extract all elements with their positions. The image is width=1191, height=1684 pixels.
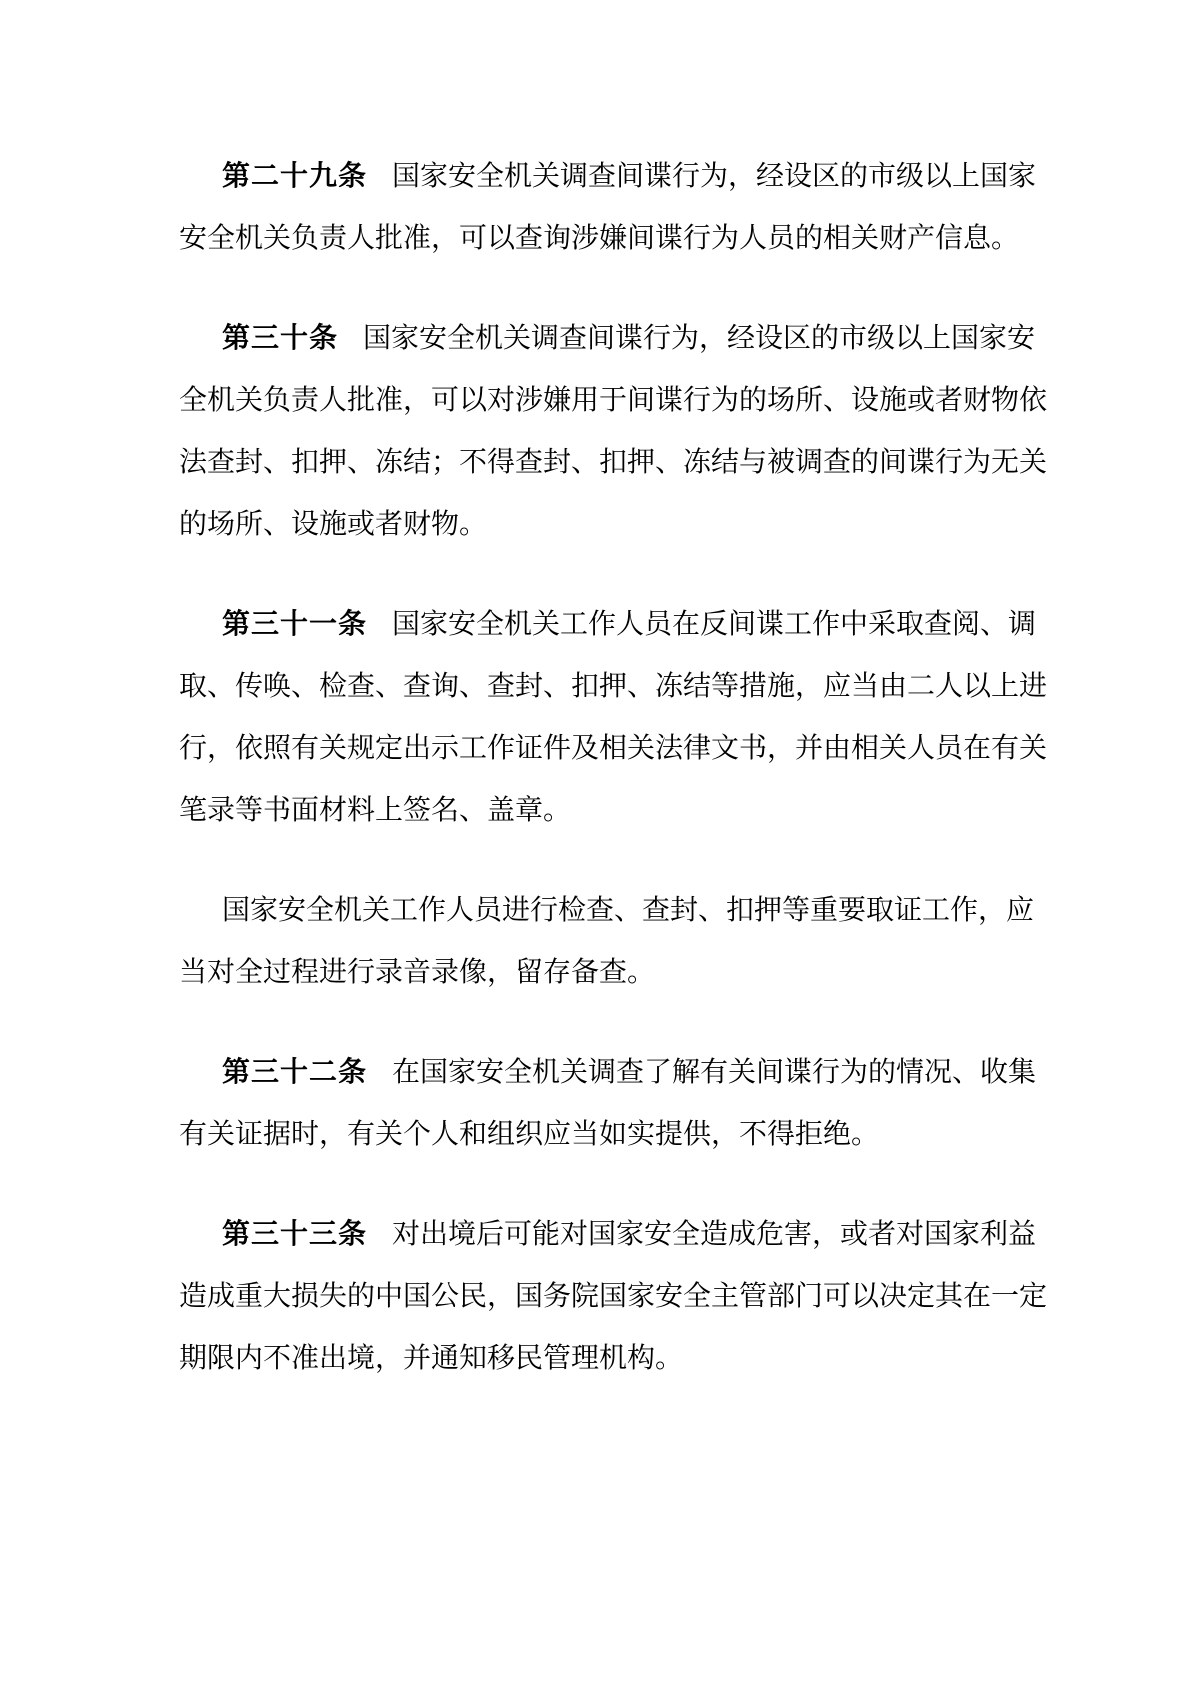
article-first-line xyxy=(179,593,1037,655)
article-33-paragraph xyxy=(179,1203,1048,1389)
article-line: 国家安全机关调查间谍行为，经设区的市级以上国家 xyxy=(392,160,1037,191)
article-number: 第三十三条 xyxy=(222,1218,368,1249)
article-29-paragraph xyxy=(179,145,1037,269)
article-line: 国家安全机关工作人员在反间谍工作中采取查阅、调 xyxy=(392,608,1037,639)
article-line: 安全机关负责人批准，可以查询涉嫌间谍行为人员的相关财产信息。 xyxy=(179,222,1020,253)
article-first-line xyxy=(179,1203,1037,1265)
article-number: 第三十条 xyxy=(222,322,339,353)
article-line: 期限内不准出境，并通知移民管理机构。 xyxy=(179,1342,684,1373)
article-30-paragraph xyxy=(179,307,1048,555)
article-line: 对出境后可能对国家安全造成危害，或者对国家利益 xyxy=(392,1218,1037,1249)
article-line: 取、传唤、检查、查询、查封、扣押、冻结等措施，应当由二人以上进 xyxy=(179,670,1048,701)
article-line: 国家安全机关工作人员进行检查、查封、扣押等重要取证工作，应 xyxy=(222,894,1035,925)
article-31-clause-2-paragraph xyxy=(179,879,1035,1003)
article-first-line xyxy=(179,1041,1037,1103)
article-32-paragraph xyxy=(179,1041,1037,1165)
article-line: 行，依照有关规定出示工作证件及相关法律文书，并由相关人员在有关 xyxy=(179,732,1048,763)
article-line: 在国家安全机关调查了解有关间谍行为的情况、收集 xyxy=(392,1056,1037,1087)
article-line: 的场所、设施或者财物。 xyxy=(179,508,488,539)
article-first-line xyxy=(179,145,1037,207)
article-line: 法查封、扣押、冻结；不得查封、扣押、冻结与被调查的间谍行为无关 xyxy=(179,446,1048,477)
article-first-line xyxy=(179,879,1035,941)
article-line: 国家安全机关调查间谍行为，经设区的市级以上国家安 xyxy=(363,322,1036,353)
article-line: 笔录等书面材料上签名、盖章。 xyxy=(179,794,572,825)
article-first-line xyxy=(179,307,1036,369)
article-line: 有关证据时，有关个人和组织应当如实提供，不得拒绝。 xyxy=(179,1118,880,1149)
article-number: 第三十二条 xyxy=(222,1056,368,1087)
article-31-paragraph xyxy=(179,593,1048,841)
article-line: 造成重大损失的中国公民，国务院国家安全主管部门可以决定其在一定 xyxy=(179,1280,1048,1311)
article-line: 全机关负责人批准，可以对涉嫌用于间谍行为的场所、设施或者财物依 xyxy=(179,384,1048,415)
article-line: 当对全过程进行录音录像，留存备查。 xyxy=(179,956,656,987)
article-number: 第二十九条 xyxy=(222,160,368,191)
article-number: 第三十一条 xyxy=(222,608,368,639)
